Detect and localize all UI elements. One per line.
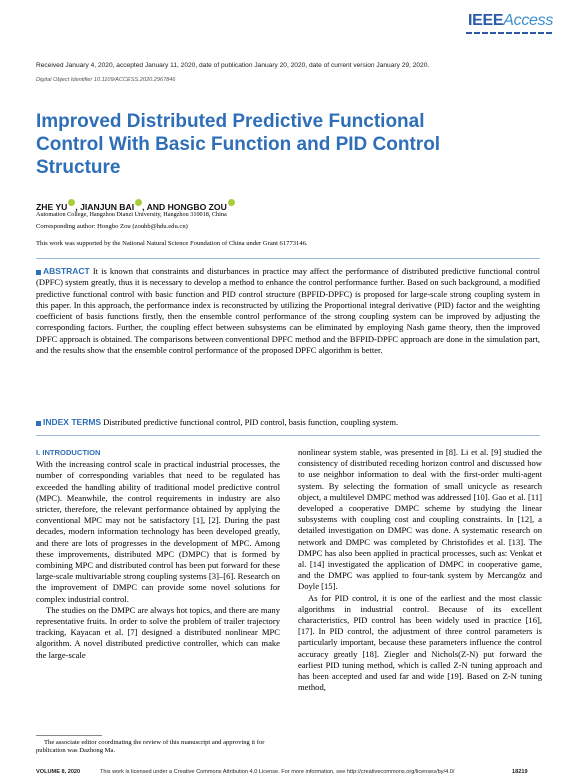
- square-bullet-icon: [36, 421, 41, 426]
- orcid-icon[interactable]: [135, 199, 142, 206]
- logo-underline: [466, 32, 554, 34]
- right-column: [298, 447, 542, 693]
- abstract-text: It is known that constraints and disturbances in practice may affect the performance of distributed predictive functional control (DPFC) system greatly, thus it is necessary to develop a method to enhance the control performance further. Based on such background, a modified predictive functional control with basic function and PID control structure (BPFID-DPFC) is proposed for large-scale strong coupling system in this paper. In this approach, the performance index is reconstructed by utilizing the Proportional integral derivative (PID) factor and the weighting coefficient of basis functions firstly, then the ensemble control performance of the strong coupling system can be improved by adjusting the corresponding factors. Further, the coupling effect between subsystems can be eliminated by employing Nash game theory, then the improved DPFC approach is obtained. The comparisons between conventional DPFC method and the BFPID-DPFC approach are done in the simulation part, and the results show that the ensemble control performance of the proposed DPFC algorithm is better.: [36, 266, 540, 356]
- orcid-icon[interactable]: [228, 199, 235, 206]
- index-terms-label: INDEX TERMS: [43, 417, 102, 427]
- footnote-rule: [36, 735, 102, 736]
- author-name: JIANJUN BAI: [80, 201, 135, 212]
- index-terms: [36, 417, 540, 428]
- author-list: ZHE YU , JIANJUN BAI , AND HONGBO ZOU: [36, 199, 235, 212]
- paragraph: As for PID control, it is one of the earliest and the most classic algorithms in industrial control. Because of its excellent characteristics, PID control has been widely used in practice [16], [17]. In PID control, the adjustment of three control parameters is particularly important, because these parameters influence the control accuracy greatly [18]. Ziegler and Nichols(Z-N) put forward the earliest PID tuning method, which is called Z-N tuning approach and has been accepted and used far and wide [19]. Based on Z-N tuning method,: [298, 592, 542, 693]
- affiliation: Automation College, Hangzhou Dianzi University, Hangzhou 310018, China: [36, 211, 227, 218]
- funding-note: This work was supported by the National Natural Science Foundation of China under Grant 61773146.: [36, 240, 308, 247]
- journal-logo: IEEEAccess: [468, 12, 554, 29]
- abstract: [36, 266, 540, 356]
- divider: [36, 435, 540, 436]
- publication-dates: Received January 4, 2020, accepted January 11, 2020, date of publication January 20, 2020, date of current version January 29, 2020.: [36, 62, 430, 69]
- square-bullet-icon: [36, 270, 41, 275]
- author-name: ZHE YU: [36, 201, 68, 212]
- footer-volume: VOLUME 8, 2020: [36, 769, 81, 775]
- index-terms-text: Distributed predictive functional control, PID control, basis function, coupling system.: [103, 417, 399, 427]
- divider: [36, 258, 540, 259]
- left-column: [36, 447, 280, 661]
- footnote: The associate editor coordinating the review of this manuscript and approving it for publication was Dazhong Ma.: [36, 739, 265, 755]
- abstract-label: ABSTRACT: [43, 266, 90, 276]
- paragraph: The studies on the DMPC are always hot topics, and there are many representative fruits. In order to solve the problem of trailer trajectory tracking, Kayacan et al. [7] designed a distributed nonlinear MPC algorithm. A novel distributed predictive controller, which can make the large-scale: [36, 604, 280, 660]
- footer-license[interactable]: This work is licensed under a Creative Commons Attribution 4.0 License. For more information, see http://creativecommons.org/licenses/by/4.0/: [100, 769, 455, 775]
- section-heading: I. INTRODUCTION: [36, 448, 101, 457]
- paragraph: nonlinear system stable, was presented in [8]. Li et al. [9] studied the consistency of distributed receding horizon control and discussed how to use neighbor information to deal with the first-order multi-agent system. By selecting the formation of small unicycle as research object, a multilevel DMPC method was addressed [10]. Gao et al. [11] developed a cooperative DMPC scheme by studying the linear subsystems with coupling cost and coupling constraints. In [12], a detailed investigation on DMPC was done. A systematic research on network and DMPC was completed by Christofides et al. [13]. The DMPC has also been applied in practical processes, such as: Venkat et al. [14] investigated the application of DMPC in cooperative game, and the DMPC was applied to four-tank system by Mercangöz and Doyle [15].: [298, 447, 542, 592]
- paragraph: With the increasing control scale in practical industrial processes, the number of corresponding variables that need to be regulated has exceeded the handling ability of traditional model predictive control (MPC). Meanwhile, the control requirements in industry are also stricter, therefore, the relevant performance obtained by applying the conventional MPC may not be satisfactory [1], [2]. During the past decades, modern information technology has been developed greatly, and there are lots of progresses in the development of MPC. Among these improvements, distributed MPC (DMPC) that is formed by combining MPC and distributed control has been put forward for these large-scale multivariable strong coupling systems [3]–[6]. Research on the improvement of DMPC can provide some novel solutions for complex industrial control.: [36, 459, 280, 604]
- orcid-icon[interactable]: [68, 199, 75, 206]
- page-number: 18219: [512, 769, 528, 775]
- doi[interactable]: Digital Object Identifier 10.1109/ACCESS.2020.2967846: [36, 77, 176, 83]
- paper-title: Improved Distributed Predictive Functional Control With Basic Function and PID Control Structure: [36, 111, 441, 178]
- corresponding-author: Corresponding author: Hongbo Zou (zouhb@hdu.edu.cn): [36, 223, 188, 230]
- author-name: AND HONGBO ZOU: [146, 201, 227, 212]
